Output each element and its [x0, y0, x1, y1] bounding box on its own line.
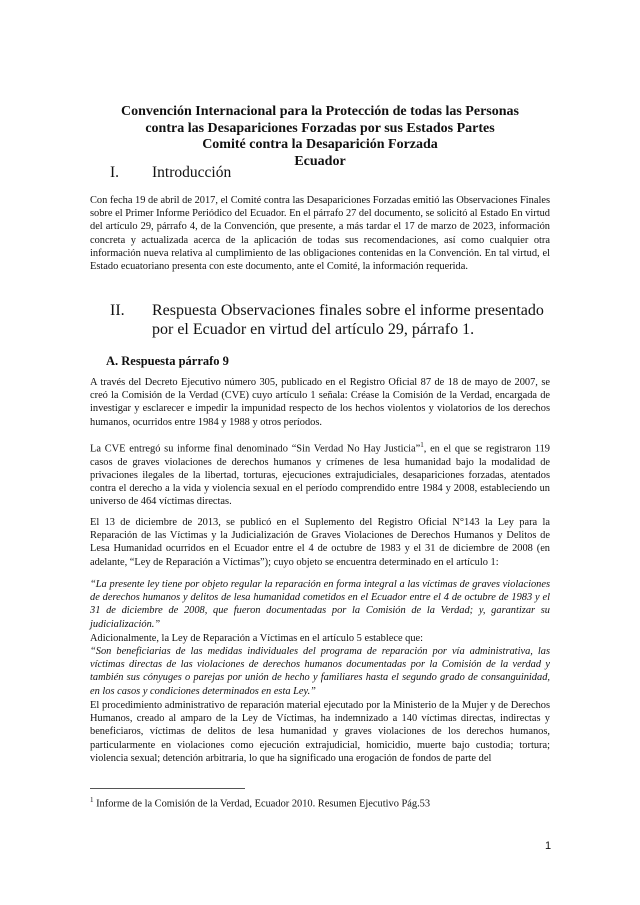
- footnote: [90, 796, 430, 809]
- section-number: II.: [110, 302, 125, 319]
- paragraph-text: La CVE entregó su informe final denominado “Sin Verdad No Hay Justicia”: [90, 443, 421, 455]
- paragraph: El 13 de diciembre de 2013, se publicó en el Suplemento del Registro Oficial N°143 la Ley para la Reparación de las Víctimas y la Judicialización de Graves Violaciones de Derechos Humanos y Delitos de Lesa Humanidad ocurridos en el Ecuador entre el 4 de octubre de 1983 y el 31 de diciembre de 2008 (en adelante, “Ley de Reparación a Víctimas”); cuyo objeto se encuentra determinado en el artículo 1:: [90, 517, 550, 568]
- title-line: Comité contra la Desaparición Forzada: [202, 137, 438, 152]
- section-heading-respuesta: [110, 301, 550, 339]
- intro-paragraph: Con fecha 19 de abril de 2017, el Comité contra las Desapariciones Forzadas emitió las Observaciones Finales sobre el Primer Informe Periódico del Ecuador. En el párrafo 27 del documento, se solicitó al Estado En virtud del artículo 29, párrafo 4, de la Convención, que presente, a más tardar el 17 de marzo de 2023, información concreta y actualizada acerca de la aplicación de todas sus recomendaciones, así como cualquier otra información nueva relativa al cumplimiento de las obligaciones contenidas en la Convención. En tal virtud, el Estado ecuatoriano presenta con este documento, ante el Comité, la información requerida.: [90, 195, 550, 273]
- paragraph: El procedimiento administrativo de reparación material ejecutado por la Ministerio de la Mujer y de Derechos Humanos, creado al amparo de la Ley de Víctimas, ha indemnizado a 140 víctimas directas, indirectas y beneficiaros, víctimas de delitos de lesa humanidad y graves violaciones de los derechos humanos, particularmente en violaciones como ejecución extrajudicial, homicidio, muerte bajo custodia; tortura; violencia sexual; detención arbitraria, lo que ha significado una erogación de fondos de parte del: [90, 700, 550, 764]
- title-line: contra las Desapariciones Forzadas por sus Estados Partes: [145, 120, 495, 136]
- footnote-separator: [90, 788, 245, 789]
- title-line: Convención Internacional para la Protección de todas las Personas: [121, 104, 519, 119]
- paragraph: A través del Decreto Ejecutivo número 305, publicado en el Registro Oficial 87 de 18 de mayo de 2007, se creó la Comisión de la Verdad (CVE) cuyo artículo 1 señala: Créase la Comisión de la Verdad, encargada de investigar y esclarecer e impedir la impunidad respecto de los hechos violentos y violatorios de los derechos humanos, ocurridos entre 1984 y 1988 y otros períodos.: [90, 377, 550, 428]
- page-number: 1: [545, 840, 552, 852]
- subsection-heading: A. Respuesta párrafo 9: [106, 354, 229, 368]
- paragraph: [90, 439, 550, 508]
- paragraph-text: , en el que se registraron 119 casos de graves violaciones de derechos humanos y crímenes de lesa humanidad bajo la modalidad de privaciones ilegales de la libertad, torturas, ejecuciones extrajudiciales, desapariciones forzadas, atentados contra el derecho a la vida y violencia sexual en el período comprendido entre 1984 y 2008, estableciendo un universo de 464 víctimas directas.: [90, 443, 551, 508]
- section-title: Respuesta Observaciones finales sobre el informe presentado por el Ecuador en virtud del artículo 29, párrafo 1.: [152, 302, 544, 338]
- title-line: Ecuador: [294, 153, 346, 169]
- quote: “La presente ley tiene por objeto regular la reparación en forma integral a las víctimas de graves violaciones de derechos humanos y delitos de lesa humanidad cometidos en el Ecuador entre el 4 de octubre de 1983 y el 31 de diciembre de 2008, que fueron documentadas por la Comisión de la Verdad; y, garantizar su judicialización.”: [90, 579, 550, 630]
- footnote-marker: 1: [90, 796, 94, 804]
- footnote-reference[interactable]: 1: [420, 441, 424, 449]
- section-number: I.: [110, 164, 120, 181]
- quote: “Son beneficiarias de las medidas individuales del programa de reparación por vía administrativa, las víctimas directas de las violaciones de derechos humanos documentadas por la Comisión de la verdad y también sus cónyuges o parejas por unión de hecho y familiares hasta el segundo grado de consanguinidad, en los casos y condiciones determinados en esta Ley.”: [90, 646, 550, 697]
- section-title: Introducción: [152, 164, 232, 181]
- footnote-text: Informe de la Comisión de la Verdad, Ecuador 2010. Resumen Ejecutivo Pág.53: [93, 798, 431, 810]
- section-heading-introduccion: [110, 164, 231, 182]
- paragraph: Adicionalmente, la Ley de Reparación a Víctimas en el artículo 5 establece que:: [90, 633, 424, 644]
- document-title: [90, 104, 550, 170]
